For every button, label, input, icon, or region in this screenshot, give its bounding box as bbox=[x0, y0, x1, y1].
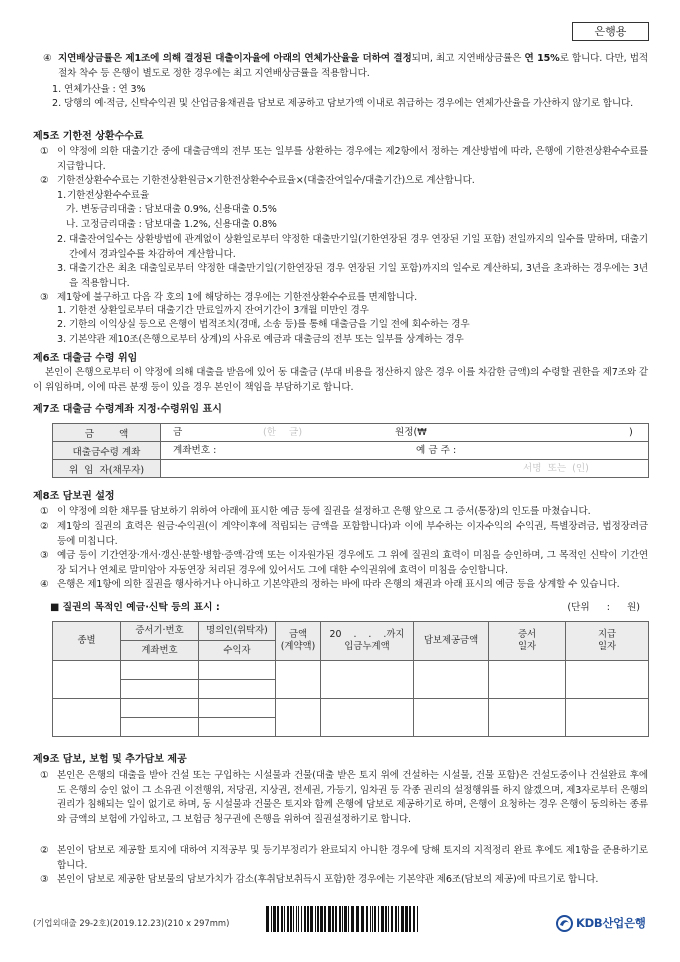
barcode-bar bbox=[266, 906, 269, 932]
article-6-text: 본인이 은행으로부터 이 약정에 의해 대출을 받음에 있어 동 대출금 (부대 비용을 정산하지 않은 경우 이를 차감한 금액)의 수령할 권한을 제7조와 같이 위임하며, 이에 따른 분쟁 등이 있을 경우 본인이 책임을 부담하기로 합니다. bbox=[33, 367, 648, 393]
cell-deposit-total[interactable] bbox=[321, 699, 414, 737]
barcode-bar bbox=[413, 906, 415, 932]
table-row bbox=[53, 661, 649, 680]
table-row bbox=[53, 699, 649, 718]
barcode-bar bbox=[398, 906, 399, 932]
plain-text: 로 합니다. 다만, 법적절차 착수 등 은행이 별도로 정한 경우에는 최고 지연배상금률을 적용합니다. bbox=[58, 53, 648, 79]
pledge-table-unit: (단위 : 원) bbox=[567, 602, 640, 613]
amount-suffix: 원정(₩ bbox=[395, 427, 427, 438]
barcode-bar bbox=[317, 906, 319, 932]
clause-marker: ② bbox=[40, 521, 49, 532]
article-9-title: 제9조 담보, 보험 및 추가담보 제공 bbox=[33, 754, 187, 765]
kdb-logo-icon bbox=[556, 915, 573, 932]
item-text: 기한전 상환일로부터 대출기간 만료일까지 잔여기간이 3개월 미만인 경우 bbox=[69, 305, 369, 316]
barcode-bar bbox=[281, 906, 283, 932]
barcode-bar bbox=[277, 906, 279, 932]
cell-amount[interactable] bbox=[276, 699, 321, 737]
barcode-bar bbox=[332, 906, 334, 932]
article-5-item-3-2 bbox=[57, 318, 648, 333]
article-9-paragraph-1 bbox=[40, 769, 648, 828]
amount-hangul-hint: (한 글) bbox=[263, 427, 303, 438]
signature-cell[interactable] bbox=[161, 460, 649, 478]
item-marker: 나. bbox=[66, 219, 79, 230]
barcode-bar bbox=[409, 906, 411, 932]
col-collateral-amount: 담보제공금액 bbox=[414, 622, 489, 661]
col-account-no: 계좌번호 bbox=[121, 641, 199, 661]
article-5-item-2-1-na bbox=[66, 218, 648, 233]
barcode-bar bbox=[304, 906, 306, 932]
plain-text: 되며, 최고 지연배상금률은 bbox=[411, 53, 525, 64]
article-5-item-2-3 bbox=[57, 262, 648, 291]
barcode-bar bbox=[395, 906, 397, 932]
item-text: 기본약관 제10조(은행으로부터 상계)의 사유로 예금과 대출금의 전부 또는 일부를 상계하는 경우 bbox=[69, 334, 464, 345]
article-7-title: 제7조 대출금 수령계좌 지정·수령위임 표시 bbox=[33, 404, 222, 415]
article-5-item-2-1 bbox=[57, 189, 648, 204]
clause-marker: ② bbox=[40, 175, 49, 186]
barcode-bar bbox=[381, 906, 384, 932]
col-amount bbox=[276, 622, 321, 661]
barcode-bar bbox=[301, 906, 302, 932]
barcode-bar bbox=[339, 906, 341, 932]
item-text: 변동금리대출 : 담보대출 0.9%, 신용대출 0.5% bbox=[81, 204, 277, 215]
barcode-bar bbox=[356, 906, 359, 932]
barcode-bar bbox=[366, 906, 368, 932]
col-deposit-until: 20 . . .까지 bbox=[329, 629, 405, 640]
clause-marker: ③ bbox=[40, 292, 49, 303]
cell-deposit-total[interactable] bbox=[321, 661, 414, 699]
table-header-row bbox=[53, 622, 649, 641]
clause-text: 본인이 담보로 제공한 담보물의 담보가치가 감소(후취담보취득시 포함)한 경우에는 기본약관 제6조(담보의 제공)에 따르기로 합니다. bbox=[57, 874, 599, 885]
kdb-logo bbox=[556, 913, 646, 933]
item-text: 기한의 이익상실 등으로 은행이 법적조치(경매, 소송 등)를 통해 대출금을 기일 전에 회수하는 경우 bbox=[69, 319, 470, 330]
barcode-bar bbox=[271, 906, 272, 932]
pledge-table-title: ■ 질권의 목적인 예금·신탁 등의 표시 : bbox=[50, 602, 220, 613]
barcode-bar bbox=[405, 906, 408, 932]
article-9-paragraph-2 bbox=[40, 844, 648, 873]
clause-text: 이 약정에 의한 대출기간 중에 대출금액의 전부 또는 일부를 상환하는 경우에는 제2항에서 정하는 계산방법에 따라, 은행에 기한전상환수수료를 지급합니다. bbox=[57, 146, 648, 172]
article-6-title: 제6조 대출금 수령 위임 bbox=[33, 353, 138, 364]
article-8-title: 제8조 담보권 설정 bbox=[33, 491, 115, 502]
barcode-bar bbox=[342, 906, 343, 932]
clause-marker: ① bbox=[40, 506, 49, 517]
barcode-bar bbox=[290, 906, 292, 932]
barcode-bar bbox=[315, 906, 316, 932]
cell-beneficiary[interactable] bbox=[199, 680, 276, 699]
amount-close: ) bbox=[629, 427, 633, 438]
cell-account-no[interactable] bbox=[121, 680, 199, 699]
clause-text: 본인이 담보로 제공할 토지에 대하여 지적공부 및 등기부정리가 완료되지 아니한 경우에 당해 토지의 지적정리 완료 후에도 제1항을 준용하기로 합니다. bbox=[57, 845, 648, 871]
cell-pay-date[interactable] bbox=[566, 661, 649, 699]
col-pay-date-label: 일자 bbox=[597, 641, 617, 652]
article-5-title: 제5조 기한전 상환수수료 bbox=[33, 131, 144, 142]
col-type: 종별 bbox=[53, 622, 121, 661]
receiving-account-table bbox=[52, 423, 649, 478]
col-pay-label: 지급 bbox=[597, 629, 617, 640]
col-amount-label: 금액 bbox=[288, 629, 308, 640]
item-marker: 3. bbox=[57, 334, 67, 345]
barcode-bar bbox=[296, 906, 297, 932]
article-5-item-3-3 bbox=[57, 333, 648, 348]
pledge-deposit-table bbox=[52, 621, 649, 737]
clause-text bbox=[58, 52, 648, 81]
col-deposit-total-label: 입금누계액 bbox=[344, 641, 390, 652]
cell-cert-date[interactable] bbox=[489, 661, 566, 699]
account-row bbox=[53, 442, 649, 460]
item-text: 당행의 예·적금, 신탁수익권 및 산업금융채권을 담보로 제공하고 담보가액 이내로 취급하는 경우에는 연체가산율을 가산하지 않기로 합니다. bbox=[64, 98, 633, 109]
barcode-bar bbox=[310, 906, 313, 932]
cell-type[interactable] bbox=[53, 661, 121, 699]
barcode-bar bbox=[374, 906, 376, 932]
clause-marker: ④ bbox=[40, 579, 49, 590]
article-9-paragraph-3 bbox=[40, 873, 648, 888]
col-cert-label: 증서 bbox=[517, 629, 537, 640]
col-pay-date bbox=[566, 622, 649, 661]
col-amount-sub: (계약액) bbox=[280, 641, 316, 652]
bold-text: 지연배상금률은 제1조에 의해 결정된 대출이자율에 아래의 연체가산율을 더하여 결정 bbox=[58, 53, 412, 64]
amount-cell[interactable] bbox=[161, 424, 649, 442]
article-5-item-2-2 bbox=[57, 233, 648, 262]
article-8-paragraph-3 bbox=[40, 549, 648, 578]
barcode-bar bbox=[348, 906, 349, 932]
cell-amount[interactable] bbox=[276, 661, 321, 699]
kdb-logo-text: KDB산업은행 bbox=[576, 916, 646, 930]
item-marker: 3. bbox=[57, 263, 67, 274]
amount-label: 금 액 bbox=[53, 424, 161, 442]
barcode-bar bbox=[324, 906, 326, 932]
article-4-sub-item-1 bbox=[52, 83, 648, 98]
clause-marker: ③ bbox=[40, 550, 49, 561]
item-marker: 2. bbox=[57, 234, 67, 245]
article-5-item-2-1-ga bbox=[66, 203, 648, 218]
article-5-paragraph-1 bbox=[40, 145, 648, 174]
item-marker: 1. bbox=[57, 305, 67, 316]
account-holder-field: 예 금 주 : bbox=[416, 445, 457, 456]
item-marker: 1. bbox=[52, 84, 62, 95]
barcode-bar bbox=[293, 906, 294, 932]
clause-text: 이 약정에 의한 채무를 담보하기 위하여 아래에 표시한 예금 등에 질권을 설정하고 은행 앞으로 그 증서(통장)의 인도를 마쳤습니다. bbox=[57, 506, 591, 517]
cell-collateral-amount[interactable] bbox=[414, 699, 489, 737]
barcode-bar bbox=[370, 906, 371, 932]
item-text: 연체가산율 : 연 3% bbox=[64, 84, 146, 95]
amount-row bbox=[53, 424, 649, 442]
cell-holder[interactable] bbox=[199, 699, 276, 718]
barcode-bar bbox=[307, 906, 309, 932]
article-8-paragraph-2 bbox=[40, 520, 648, 549]
delegator-label: 위 임 자(채무자) bbox=[53, 460, 161, 478]
account-number-field: 계좌번호 : bbox=[173, 445, 217, 456]
clause-marker: ④ bbox=[43, 53, 52, 64]
barcode-bar bbox=[361, 906, 364, 932]
amount-prefix: 금 bbox=[173, 427, 183, 438]
col-cert-date bbox=[489, 622, 566, 661]
barcode-bar bbox=[401, 906, 404, 932]
item-marker: 2. bbox=[57, 319, 67, 330]
clause-text: 기한전상환수수료는 기한전상환원금×기한전상환수수료율×(대출잔여일수/대출기간)으로 계산합니다. bbox=[57, 175, 475, 186]
barcode-bar bbox=[298, 906, 299, 932]
cell-holder[interactable] bbox=[199, 661, 276, 680]
cell-cert-date[interactable] bbox=[489, 699, 566, 737]
cell-account-no[interactable] bbox=[121, 718, 199, 737]
item-marker: 2. bbox=[52, 98, 62, 109]
max-rate: 연 15% bbox=[524, 53, 560, 64]
barcode-bar bbox=[287, 906, 289, 932]
clause-text: 제1항에 불구하고 다음 각 호의 1에 해당하는 경우에는 기한전상환수수료를 면제합니다. bbox=[57, 292, 418, 303]
article-8-paragraph-1 bbox=[40, 505, 648, 520]
item-text: 고정금리대출 : 담보대출 1.2%, 신용대출 0.8% bbox=[81, 219, 277, 230]
barcode-bar bbox=[417, 906, 418, 932]
barcode-bar bbox=[391, 906, 393, 932]
col-cert-date-label: 일자 bbox=[517, 641, 537, 652]
barcode-bar bbox=[351, 906, 354, 932]
col-deposit-total bbox=[321, 622, 414, 661]
barcode-bar bbox=[335, 906, 337, 932]
article-5-paragraph-2 bbox=[40, 174, 648, 189]
cell-collateral-amount[interactable] bbox=[414, 661, 489, 699]
barcode-bar bbox=[284, 906, 285, 932]
barcode-bar bbox=[344, 906, 347, 932]
clause-text: 제1항의 질권의 효력은 원금·수익권(이 계약이후에 적립되는 금액을 포함합니다)과 이에 부수하는 이자수익의 수익권, 특별장려금, 법정장려금 등에 미칩니다. bbox=[57, 521, 648, 547]
item-marker: 1. bbox=[57, 190, 67, 201]
item-text: 기한전상환수수료율 bbox=[67, 190, 150, 201]
barcode-bar bbox=[328, 906, 331, 932]
col-beneficiary: 수익자 bbox=[199, 641, 276, 661]
barcode-bar bbox=[273, 906, 276, 932]
article-5-item-3-1 bbox=[57, 304, 648, 319]
barcode-bar bbox=[388, 906, 389, 932]
copy-label: 은행용 bbox=[572, 22, 649, 41]
cell-cert-no[interactable] bbox=[121, 699, 199, 718]
barcode-bar bbox=[385, 906, 387, 932]
clause-marker: ① bbox=[40, 770, 49, 781]
item-text: 대출잔여일수는 상환방법에 관계없이 상환일로부터 약정한 대출만기일(기한연장된 경우 연장된 기일 포함) 전일까지의 일수를 말하며, 대출기간에서 경과일수를 차감하여 계산합니다. bbox=[69, 234, 648, 260]
cell-cert-no[interactable] bbox=[121, 661, 199, 680]
item-text: 대출기간은 최초 대출일로부터 약정한 대출만기일(기한연장된 경우 연장된 기일 포함)까지의 일수로 계산하되, 3년을 초과하는 경우에는 3년을 적용합니다. bbox=[69, 263, 648, 289]
barcode-bar bbox=[378, 906, 379, 932]
signature-placeholder: 서명 또는 (인) bbox=[523, 463, 589, 474]
clause-marker: ① bbox=[40, 146, 49, 157]
cell-beneficiary[interactable] bbox=[199, 718, 276, 737]
barcode-bar bbox=[320, 906, 323, 932]
item-marker: 가. bbox=[66, 204, 79, 215]
clause-marker: ③ bbox=[40, 874, 49, 885]
article-4-sub-item-2 bbox=[52, 97, 648, 112]
barcode-bar bbox=[372, 906, 373, 932]
clause-text: 은행은 제1항에 의한 질권을 행사하거나 아니하고 기본약관의 정하는 바에 따라 은행의 채권과 아래 표시의 예금 등을 상계할 수 있습니다. bbox=[57, 579, 620, 590]
barcode bbox=[265, 906, 420, 932]
col-holder: 명의인(위탁자) bbox=[199, 622, 276, 641]
article-8-paragraph-4 bbox=[40, 578, 648, 593]
account-cell[interactable] bbox=[161, 442, 649, 460]
account-label: 대출금수령 계좌 bbox=[53, 442, 161, 460]
clause-text: 예금 등이 기간연장·개서·갱신·분할·병합·증액·감액 또는 이자원가된 경우에도 그 위에 질권의 효력이 미침을 승인하며, 그 목적인 신탁이 기간연장 되거나 연체로 말미암아 자동연장 처리된 경우에 있어서도 그에 대한 수익권위에 효력이 미침을 승인합니다. bbox=[57, 550, 648, 576]
form-code: (기업외대출 29-2호)(2019.12.23)(210 x 297mm) bbox=[33, 918, 230, 928]
cell-type[interactable] bbox=[53, 699, 121, 737]
article-4-paragraph-4 bbox=[43, 52, 648, 81]
col-cert-no: 증서기·번호 bbox=[121, 622, 199, 641]
delegator-row bbox=[53, 460, 649, 478]
clause-marker: ② bbox=[40, 845, 49, 856]
clause-text: 본인은 은행의 대출을 받아 건설 또는 구입하는 시설물과 건물(대출 받은 토지 위에 건설하는 시설물, 건물 포함)은 건설도중이나 건설완료 후에도 은행의 승인 없이 그 소유권 이전행위, 저당권, 지상권, 전세권, 가등기, 임차권 등 각종 권리의 설정행위를 하지 않겠으며, 제3자로부터 은행의 권리가 침해되는 일이 없기로 하며, 동 시설물과 건물은 토지와 함께 은행에 담보로 제공하기로 하며, 은행이 요청하는 경우 은행이 동의하는 종류와 금액의 보험에 가입하고, 그 보험금 청구권에 은행을 위하여 질권설정하기로 합니다. bbox=[57, 770, 648, 826]
cell-pay-date[interactable] bbox=[566, 699, 649, 737]
